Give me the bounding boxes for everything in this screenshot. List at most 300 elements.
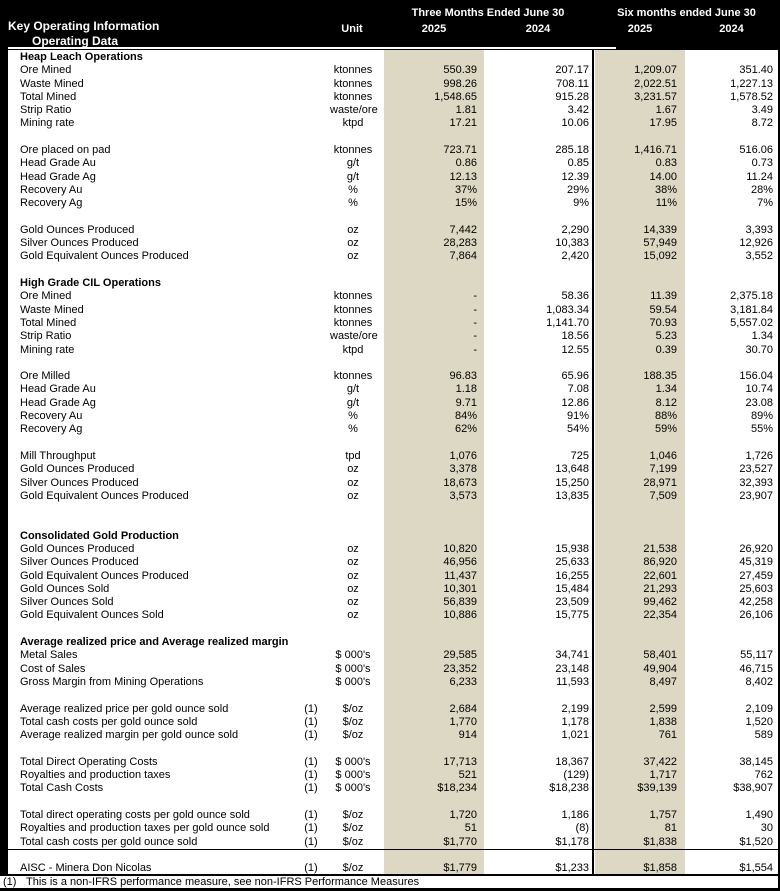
row-value-q2-2025: 10,886: [443, 609, 477, 622]
row-value-q2-2025: [376, 530, 480, 543]
row-value-6m-2024: 12,926: [739, 237, 773, 250]
row-ref: (1): [304, 729, 318, 742]
row-ref: [292, 397, 330, 410]
row-unit: $ 000's: [335, 769, 371, 782]
row-value-q2-2025: 914: [458, 729, 477, 742]
row-value-q2-2025: 62%: [454, 423, 477, 436]
row-value-6m-2024: 10.74: [745, 383, 773, 396]
row-unit: $/oz: [342, 835, 364, 848]
row-ref: (1): [304, 835, 318, 848]
row-value-q2-2025: 28,283: [443, 237, 477, 250]
year-header-6m-2025: 2025: [627, 23, 653, 35]
row-value-q2-2024: 11,593: [556, 675, 589, 688]
row-value-6m-2025: 15,092: [643, 250, 677, 263]
row-value-6m-2024: 3,393: [745, 223, 773, 236]
row-unit: waste/ore: [330, 330, 378, 343]
row-ref: [292, 290, 330, 303]
row-label: Recovery Au: [20, 410, 83, 423]
row-ref: [292, 237, 330, 250]
row-value-q2-2024: 708.11: [556, 77, 589, 90]
table-row: [8, 676, 776, 689]
row-value-6m-2025: 5.23: [655, 330, 677, 343]
row-value-6m-2024: 1.34: [751, 330, 773, 343]
row-unit: $ 000's: [335, 782, 371, 795]
row-value-6m-2025: 2,599: [649, 702, 677, 715]
row-value-6m-2024: 55,117: [740, 649, 773, 662]
table-row: [8, 423, 776, 436]
row-ref: [292, 636, 330, 649]
row-label: Silver Ounces Sold: [20, 596, 114, 609]
row-value-q2-2025: 12.13: [449, 170, 477, 183]
table-row: [8, 144, 776, 157]
row-label: Ore Mined: [20, 290, 72, 303]
row-value-6m-2025: [592, 530, 680, 543]
row-value-q2-2024: 13,835: [555, 489, 589, 502]
row-value-6m-2025: 0.39: [655, 343, 677, 356]
row-value-q2-2024: (129): [563, 769, 589, 782]
table-row: [8, 157, 776, 170]
row-value-6m-2024: 27,459: [739, 569, 773, 582]
row-unit: $ 000's: [335, 649, 371, 662]
row-value-q2-2025: [376, 636, 480, 649]
row-value-q2-2025: -: [473, 316, 477, 329]
row-label: Silver Ounces Produced: [20, 237, 139, 250]
year-header-q2-2025: 2025: [421, 23, 447, 35]
table-row: [8, 543, 776, 556]
row-value-q2-2024: 15,250: [555, 476, 589, 489]
row-value-q2-2024: 10.06: [561, 117, 589, 130]
row-value-6m-2025: 88%: [654, 410, 677, 423]
row-value-q2-2025: 7,864: [449, 250, 477, 263]
row-value-6m-2024: 2,109: [745, 702, 773, 715]
row-value-6m-2025: 22,601: [643, 569, 677, 582]
row-value-6m-2024: 8.72: [751, 117, 773, 130]
blank-row: [8, 796, 776, 809]
row-value-q2-2024: 915.28: [555, 90, 589, 103]
row-value-q2-2024: 18,367: [555, 755, 589, 768]
row-unit: %: [348, 423, 358, 436]
row-ref: [292, 117, 330, 130]
row-value-6m-2024: 2,375.18: [730, 290, 773, 303]
row-unit: g/t: [346, 157, 360, 170]
row-value-6m-2024: $1,554: [739, 862, 773, 875]
row-value-6m-2024: 5,557.02: [730, 316, 773, 329]
row-value-q2-2024: [480, 636, 592, 649]
row-value-q2-2025: 10,301: [443, 582, 477, 595]
row-value-q2-2024: 12.55: [561, 343, 589, 356]
row-ref: [292, 477, 330, 490]
row-value-6m-2025: 21,293: [643, 582, 677, 595]
row-ref: (1): [304, 808, 318, 821]
row-label: Gold Equivalent Ounces Produced: [20, 569, 189, 582]
table-row: [8, 290, 776, 303]
row-label: Gold Ounces Produced: [20, 223, 135, 236]
table-row: [8, 410, 776, 423]
table-row: [8, 596, 776, 609]
row-ref: (1): [304, 862, 318, 875]
row-value-6m-2025: 22,354: [643, 609, 677, 622]
row-value-6m-2025: 0.83: [655, 157, 677, 170]
row-value-6m-2025: 7,509: [649, 489, 677, 502]
row-ref: [292, 277, 330, 290]
row-value-q2-2024: 25,633: [555, 556, 589, 569]
table-row: [8, 237, 776, 250]
row-value-6m-2025: 188.35: [643, 370, 677, 383]
row-value-6m-2024: 3,181.84: [730, 303, 773, 316]
row-value-6m-2025: 2,022.51: [634, 77, 677, 90]
table-row: [8, 716, 776, 729]
row-value-6m-2025: [592, 51, 680, 64]
row-value-q2-2025: -: [473, 330, 477, 343]
row-value-6m-2025: 38%: [654, 183, 677, 196]
row-ref: [292, 490, 330, 503]
column-group-three-months: Three Months Ended June 30: [411, 7, 565, 19]
row-unit: $ 000's: [335, 675, 371, 688]
row-value-6m-2025: 49,904: [643, 662, 677, 675]
table-row: [8, 809, 776, 822]
row-value-q2-2025: 1.81: [455, 104, 477, 117]
row-value-q2-2024: 2,420: [561, 250, 589, 263]
row-value-q2-2024: 207.17: [555, 64, 589, 77]
row-value-6m-2025: 1,717: [649, 769, 677, 782]
row-value-6m-2025: 59%: [654, 423, 677, 436]
row-unit: %: [348, 410, 358, 423]
row-ref: [292, 596, 330, 609]
table-row: [8, 836, 776, 849]
row-unit: $/oz: [342, 808, 364, 821]
row-value-6m-2024: [680, 51, 776, 64]
page-subtitle: Operating Data: [32, 34, 119, 48]
row-value-6m-2025: $39,139: [637, 782, 677, 795]
row-value-6m-2025: 1,046: [649, 449, 677, 462]
table-row: [8, 490, 776, 503]
row-value-6m-2025: 14.00: [649, 170, 677, 183]
row-ref: [292, 330, 330, 343]
row-label: Strip Ratio: [20, 104, 72, 117]
row-unit: $/oz: [342, 862, 364, 875]
row-value-q2-2025: 84%: [454, 410, 477, 423]
row-label: Recovery Ag: [20, 423, 83, 436]
row-value-6m-2024: 0.73: [751, 157, 773, 170]
table-row: [8, 224, 776, 237]
row-value-q2-2025: 723.71: [443, 144, 477, 157]
row-value-q2-2024: 23,148: [555, 662, 589, 675]
row-label: Mining rate: [20, 343, 75, 356]
row-unit: oz: [347, 556, 359, 569]
column-group-six-months: Six months ended June 30: [617, 7, 756, 19]
unit-column-header: Unit: [341, 23, 363, 35]
row-label: Total Mined: [20, 90, 77, 103]
row-value-6m-2024: 1,490: [745, 808, 773, 821]
row-label: Head Grade Au: [20, 383, 96, 396]
row-value-q2-2024: 1,178: [561, 715, 589, 728]
row-value-q2-2024: (8): [575, 822, 589, 835]
row-label: Gold Ounces Produced: [20, 542, 135, 555]
row-unit: [330, 530, 376, 543]
row-label: Total cash costs per gold ounce sold: [20, 715, 198, 728]
row-value-q2-2025: 3,378: [449, 463, 477, 476]
row-value-6m-2024: 46,715: [739, 662, 773, 675]
row-label: Mill Throughput: [20, 449, 96, 462]
row-value-q2-2024: 2,199: [561, 702, 589, 715]
row-value-6m-2024: $1,520: [739, 835, 773, 848]
row-ref: [292, 344, 330, 357]
row-unit: oz: [347, 542, 359, 555]
row-value-q2-2025: 29,585: [443, 649, 477, 662]
row-unit: oz: [347, 463, 359, 476]
row-value-q2-2024: 34,741: [555, 649, 589, 662]
table-row: [8, 383, 776, 396]
row-value-q2-2024: 10,383: [555, 237, 589, 250]
row-value-q2-2024: $1,233: [555, 862, 589, 875]
row-value-6m-2025: 70.93: [649, 316, 677, 329]
table-row: [8, 184, 776, 197]
row-unit: waste/ore: [330, 104, 378, 117]
blank-row: [8, 849, 776, 862]
row-value-6m-2024: 25,603: [739, 582, 773, 595]
row-value-q2-2025: 521: [458, 769, 477, 782]
row-value-6m-2025: 81: [664, 822, 677, 835]
row-value-q2-2024: 725: [570, 449, 589, 462]
row-unit: ktonnes: [333, 290, 373, 303]
row-value-q2-2024: 91%: [566, 410, 589, 423]
row-value-q2-2025: 1,720: [449, 808, 477, 821]
row-value-q2-2025: 7,442: [449, 223, 477, 236]
row-value-6m-2025: 8.12: [655, 396, 677, 409]
row-value-q2-2024: [480, 51, 592, 64]
row-value-q2-2024: 2,290: [561, 223, 589, 236]
row-value-6m-2025: 99,462: [643, 596, 677, 609]
row-value-q2-2024: 15,484: [555, 582, 589, 595]
row-value-6m-2024: 30.70: [745, 343, 773, 356]
row-unit: ktonnes: [333, 77, 373, 90]
row-ref: [292, 91, 330, 104]
row-value-q2-2024: [480, 530, 592, 543]
table-row: [8, 556, 776, 569]
row-value-6m-2025: 7,199: [649, 463, 677, 476]
row-value-q2-2024: 9%: [573, 197, 589, 210]
row-label: Silver Ounces Produced: [20, 476, 139, 489]
row-value-6m-2024: 32,393: [739, 476, 773, 489]
row-label: Average realized margin per gold ounce sold: [20, 729, 239, 742]
row-value-q2-2024: 1,083.34: [546, 303, 589, 316]
row-value-q2-2025: $1,779: [443, 862, 477, 875]
row-ref: (1): [304, 822, 318, 835]
row-label: Recovery Ag: [20, 197, 83, 210]
row-value-q2-2025: 1.18: [455, 383, 477, 396]
row-value-q2-2025: 1,770: [449, 715, 477, 728]
row-value-6m-2024: 156.04: [739, 370, 773, 383]
row-ref: [292, 64, 330, 77]
row-ref: [292, 410, 330, 423]
row-value-6m-2024: 30: [760, 822, 773, 835]
row-value-q2-2025: 15%: [454, 197, 477, 210]
row-ref: [292, 649, 330, 662]
row-value-6m-2024: 23,907: [739, 489, 773, 502]
row-value-q2-2025: 1,076: [449, 449, 477, 462]
table-row: [8, 117, 776, 130]
row-value-q2-2025: -: [473, 343, 477, 356]
row-label: Gross Margin from Mining Operations: [20, 675, 204, 688]
row-value-6m-2025: 1.67: [655, 104, 677, 117]
blank-row: [8, 357, 776, 370]
table-row: [8, 663, 776, 676]
row-value-q2-2024: 1,141.70: [546, 316, 589, 329]
row-ref: (1): [304, 769, 318, 782]
row-value-q2-2024: 13,648: [555, 463, 589, 476]
row-label: Ore Milled: [20, 370, 71, 383]
row-value-6m-2025: $1,858: [643, 862, 677, 875]
row-value-6m-2025: 86,920: [643, 556, 677, 569]
row-value-q2-2025: $1,770: [443, 835, 477, 848]
row-label: Recovery Au: [20, 183, 83, 196]
row-value-6m-2024: 23,527: [739, 463, 773, 476]
row-unit: $/oz: [342, 729, 364, 742]
row-ref: [292, 224, 330, 237]
row-value-6m-2024: [680, 277, 776, 290]
footnote-ref: (1): [3, 876, 17, 888]
row-value-6m-2024: 8,402: [745, 675, 773, 688]
row-value-q2-2025: 17.21: [449, 117, 477, 130]
row-unit: g/t: [346, 396, 360, 409]
row-ref: [292, 197, 330, 210]
row-value-6m-2024: 26,920: [739, 542, 773, 555]
row-label: Strip Ratio: [20, 330, 72, 343]
row-ref: [292, 171, 330, 184]
row-value-q2-2024: 1,186: [561, 808, 589, 821]
table-row: [8, 250, 776, 263]
row-value-6m-2025: 8,497: [649, 675, 677, 688]
row-value-6m-2025: 21,538: [643, 542, 677, 555]
blank-row: [8, 211, 776, 224]
table-row: [8, 570, 776, 583]
row-value-6m-2025: 11%: [655, 197, 677, 210]
row-unit: [330, 51, 376, 64]
row-label: AISC - Minera Don Nicolas: [20, 862, 152, 875]
row-value-q2-2024: 16,255: [555, 569, 589, 582]
row-value-q2-2025: 550.39: [443, 64, 477, 77]
row-label: Total Mined: [20, 316, 77, 329]
row-ref: [292, 423, 330, 436]
row-ref: [292, 104, 330, 117]
row-value-q2-2024: 18.56: [561, 330, 589, 343]
row-unit: $ 000's: [335, 662, 371, 675]
row-unit: $/oz: [342, 702, 364, 715]
row-value-q2-2024: $1,178: [555, 835, 589, 848]
row-value-q2-2024: 7.08: [567, 383, 589, 396]
row-label: Average realized price per gold ounce sold: [20, 702, 229, 715]
table-row: [8, 756, 776, 769]
row-ref: [292, 383, 330, 396]
row-value-6m-2025: [592, 277, 680, 290]
row-value-q2-2025: 17,713: [443, 755, 477, 768]
row-label: Royalties and production taxes per gold ounce sold: [20, 822, 270, 835]
row-label: Ore placed on pad: [20, 144, 111, 157]
row-value-6m-2025: 1,838: [649, 715, 677, 728]
row-ref: [292, 78, 330, 91]
year-header-q2-2024: 2024: [525, 23, 551, 35]
row-ref: [292, 144, 330, 157]
row-value-6m-2025: 57,949: [643, 237, 677, 250]
table-row: [8, 344, 776, 357]
row-label: Metal Sales: [20, 649, 78, 662]
section-header-row: [8, 51, 776, 64]
section-header-row: [8, 530, 776, 543]
row-value-q2-2025: 18,673: [443, 476, 477, 489]
row-unit: oz: [347, 582, 359, 595]
row-value-q2-2025: -: [473, 290, 477, 303]
row-label: Gold Ounces Produced: [20, 463, 135, 476]
row-ref: [292, 450, 330, 463]
section-header-row: [8, 636, 776, 649]
row-unit: oz: [347, 489, 359, 502]
row-unit: oz: [347, 223, 359, 236]
row-value-q2-2025: 23,352: [443, 662, 477, 675]
blank-row: [8, 437, 776, 450]
row-value-6m-2024: 1,520: [745, 715, 773, 728]
row-value-q2-2025: 9.71: [455, 396, 477, 409]
table-row: [8, 304, 776, 317]
row-label: Silver Ounces Produced: [20, 556, 139, 569]
row-label: Total direct operating costs per gold ounce sold: [20, 808, 250, 821]
row-value-6m-2024: 762: [754, 769, 773, 782]
row-value-6m-2024: 26,106: [739, 609, 773, 622]
row-value-6m-2024: $38,907: [733, 782, 773, 795]
row-value-q2-2024: 12.86: [561, 396, 589, 409]
row-unit: [330, 277, 376, 290]
row-value-6m-2024: [680, 530, 776, 543]
row-unit: ktpd: [342, 117, 364, 130]
row-value-6m-2024: 589: [754, 729, 773, 742]
row-unit: ktonnes: [333, 316, 373, 329]
table-row: [8, 782, 776, 795]
row-value-q2-2024: 58.36: [561, 290, 589, 303]
table-row: [8, 862, 776, 875]
row-value-6m-2024: 516.06: [739, 144, 773, 157]
row-unit: ktonnes: [333, 370, 373, 383]
table-row: [8, 78, 776, 91]
row-label: Waste Mined: [20, 303, 84, 316]
row-value-q2-2025: 3,573: [449, 489, 477, 502]
row-ref: (1): [304, 715, 318, 728]
section-header-row: [8, 277, 776, 290]
row-label: Total Direct Operating Costs: [20, 755, 158, 768]
row-ref: [292, 370, 330, 383]
row-value-q2-2025: 0.86: [455, 157, 477, 170]
row-value-6m-2025: 14,339: [643, 223, 677, 236]
row-value-6m-2024: 38,145: [739, 755, 773, 768]
row-unit: tpd: [345, 449, 361, 462]
row-value-6m-2025: 1,416.71: [634, 144, 677, 157]
row-unit: oz: [347, 569, 359, 582]
row-unit: [330, 636, 376, 649]
row-ref: [292, 663, 330, 676]
row-value-6m-2024: 1,578.52: [730, 90, 773, 103]
row-value-q2-2024: 12.39: [561, 170, 589, 183]
row-value-q2-2025: 51: [464, 822, 477, 835]
row-value-6m-2025: 58,401: [643, 649, 677, 662]
row-unit: oz: [347, 237, 359, 250]
row-value-q2-2025: 46,956: [443, 556, 477, 569]
row-label: Royalties and production taxes: [20, 769, 171, 782]
row-unit: g/t: [346, 170, 360, 183]
row-ref: [292, 184, 330, 197]
row-value-q2-2025: [376, 277, 480, 290]
row-value-q2-2024: 15,775: [555, 609, 589, 622]
row-value-q2-2025: -: [473, 303, 477, 316]
blank-row: [8, 623, 776, 636]
row-value-6m-2024: 3.49: [751, 104, 773, 117]
